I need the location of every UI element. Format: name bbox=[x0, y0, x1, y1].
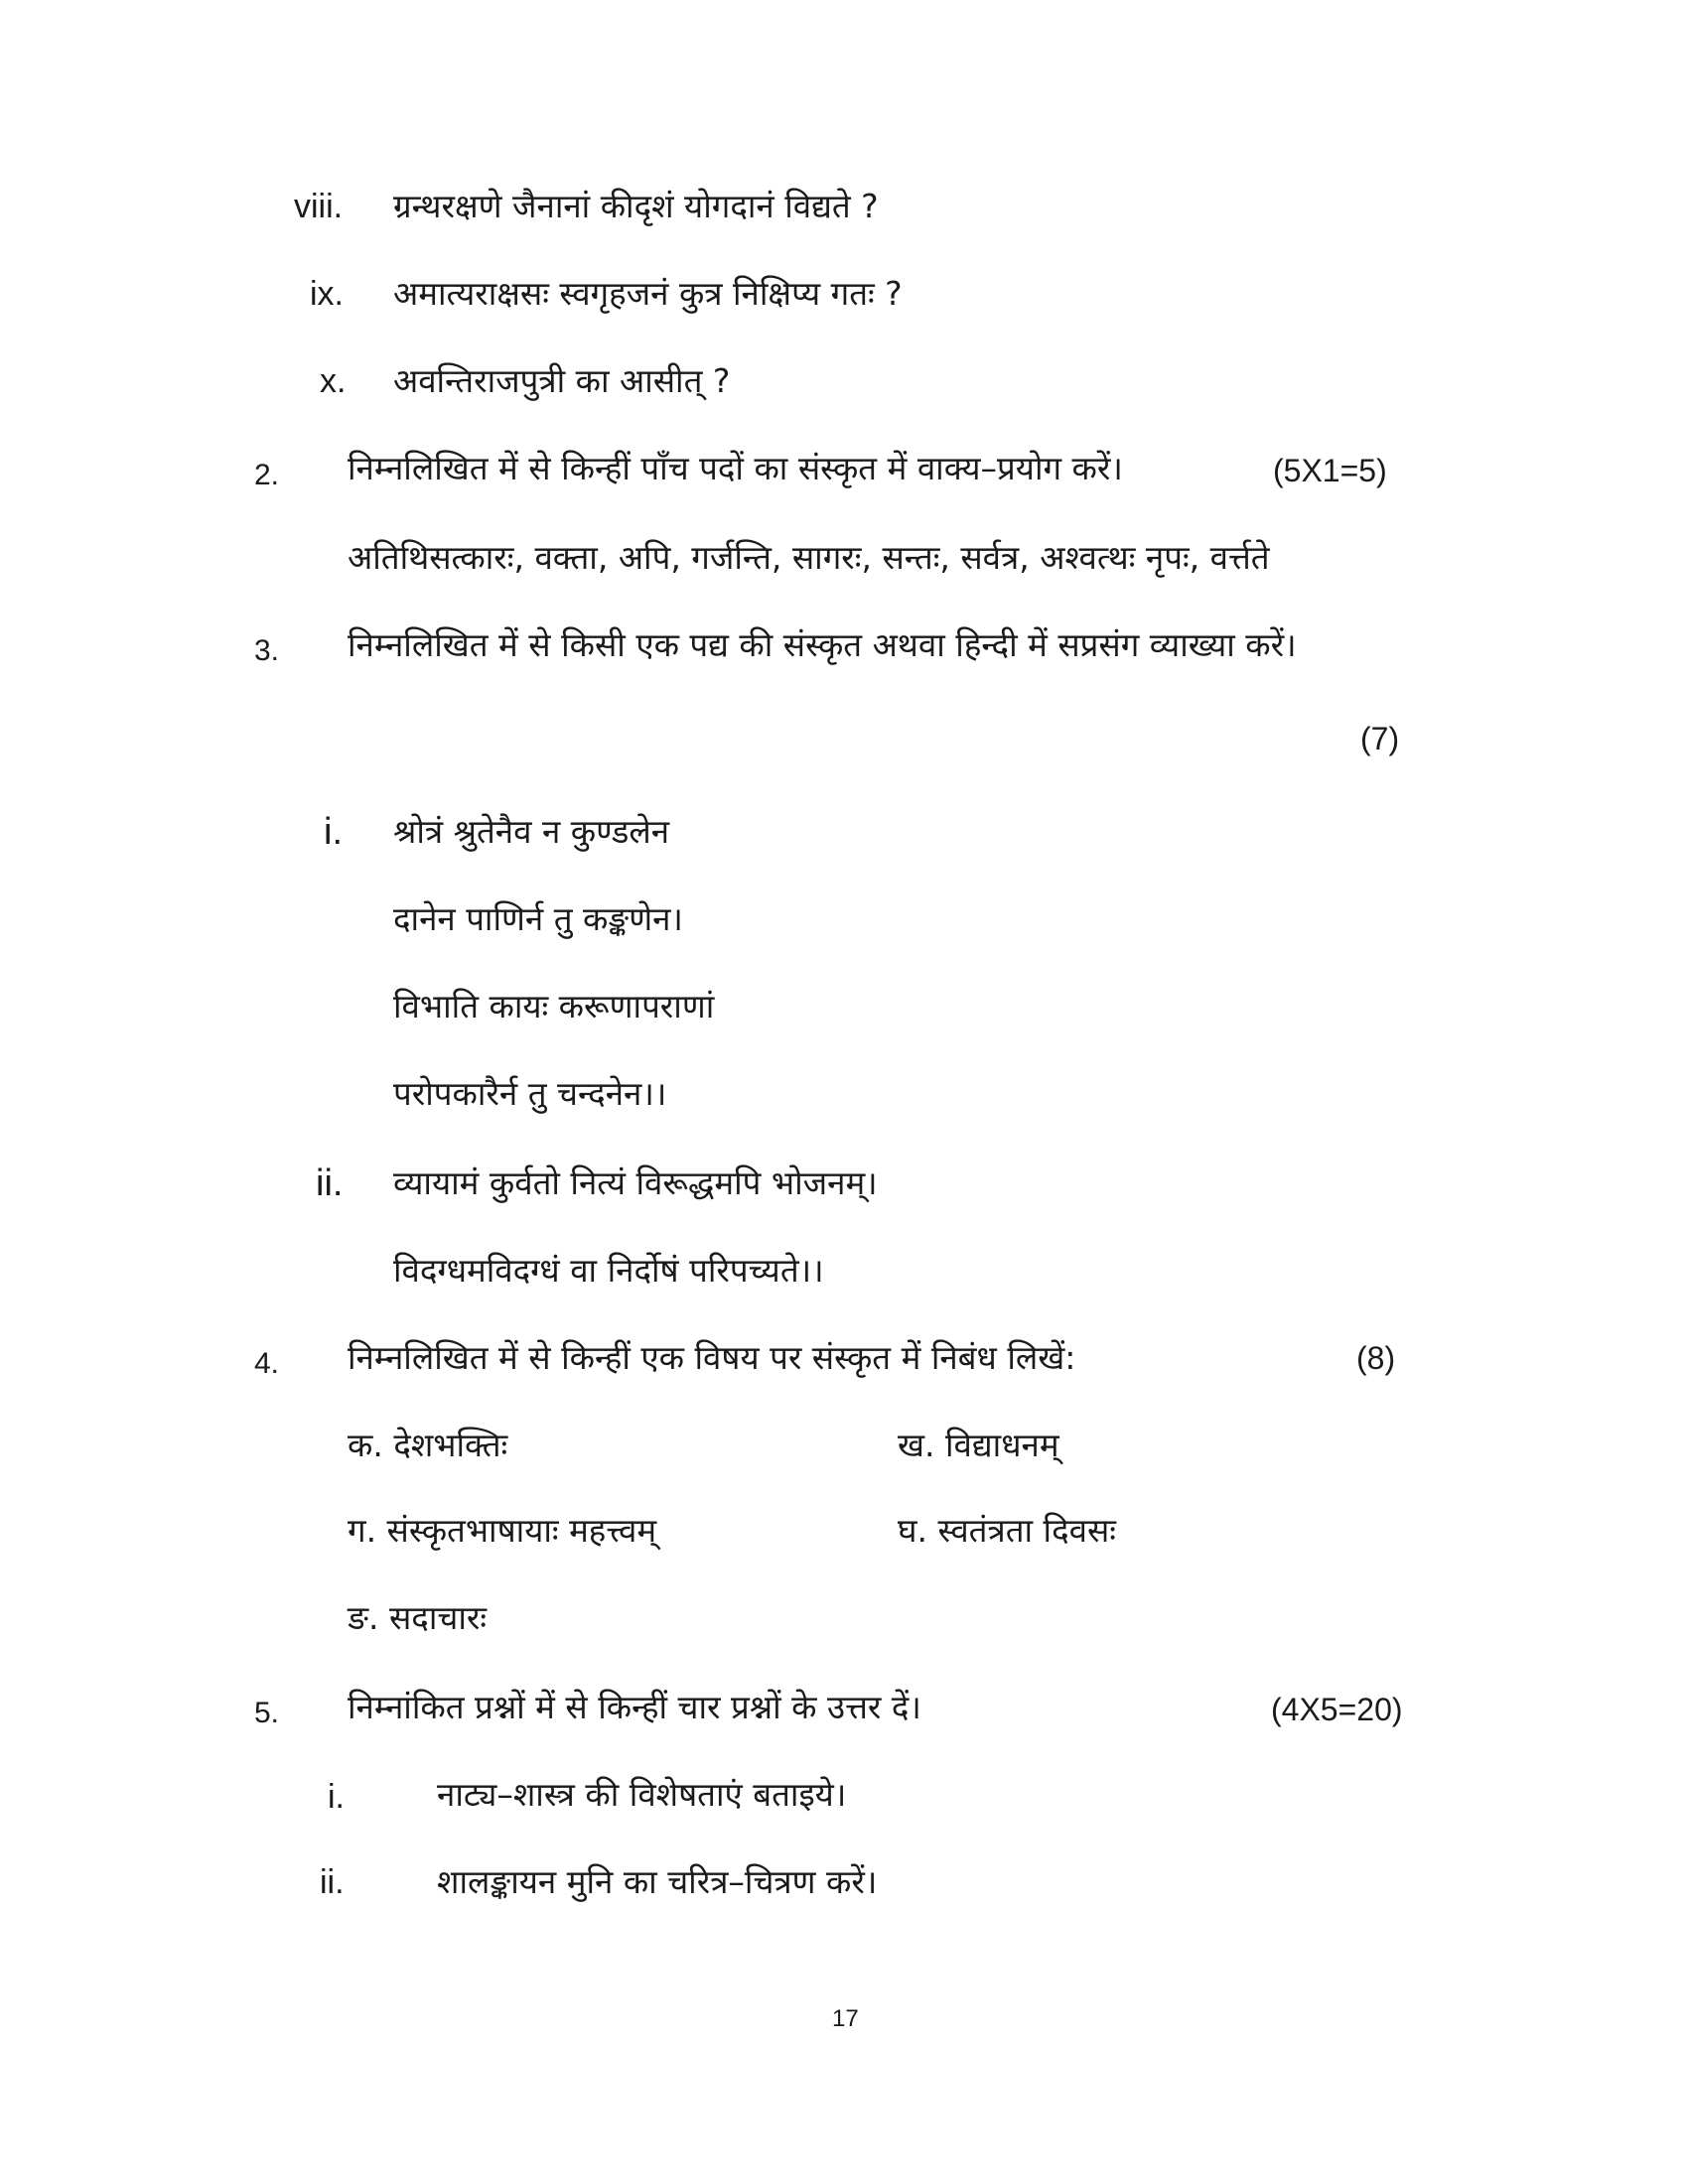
verse-line: विदग्धमविदग्धं वा निर्दोषं परिपच्यते।। bbox=[393, 1251, 824, 1290]
word-list: अतिथिसत्कारः, वक्ता, अपि, गर्जन्ति, सागरः, सन्तः, सर्वत्र, अश्वत्थः नृपः, वर्त्तते bbox=[348, 538, 1270, 577]
verse-line: दानेन पाणिर्न तु कङ्कणेन। bbox=[393, 899, 683, 938]
question-marks: (8) bbox=[1356, 1340, 1396, 1376]
page-number: 17 bbox=[832, 2005, 859, 2032]
question-text: निम्नांकित प्रश्नों में से किन्हीं चार प्रश्नों के उत्तर दें। bbox=[348, 1688, 921, 1726]
subquestion-text: नाट्य–शास्त्र की विशेषताएं बताइये। bbox=[437, 1775, 847, 1814]
subquestion-number: i. bbox=[328, 1778, 345, 1816]
q1-item-text: ग्रन्थरक्षणे जैनानां कीदृशं योगदानं विद्यते ? bbox=[393, 187, 879, 225]
verse-number: i. bbox=[324, 811, 343, 853]
q1-item-num: ix. bbox=[310, 275, 344, 313]
q1-item-text: अवन्तिराजपुत्री का आसीत् ? bbox=[393, 361, 731, 400]
verse-line: विभाति कायः करूणापराणां bbox=[393, 987, 715, 1025]
question-number: 4. bbox=[254, 1347, 280, 1380]
q1-item-text: अमात्यराक्षसः स्वगृहजनं कुत्र निक्षिप्य गतः ? bbox=[393, 274, 903, 313]
verse-line: व्यायामं कुर्वतो नित्यं विरूद्धमपि भोजनम्। bbox=[393, 1163, 878, 1202]
question-number: 2. bbox=[254, 459, 280, 491]
question-marks: (4X5=20) bbox=[1271, 1692, 1403, 1727]
question-text: निम्नलिखित में से किसी एक पद्य की संस्कृत अथवा हिन्दी में सप्रसंग व्याख्या करें। bbox=[348, 625, 1297, 664]
essay-topic: ग. संस्कृतभाषायाः महत्त्वम् bbox=[348, 1511, 657, 1550]
verse-line: श्रोत्रं श्रुतेनैव न कुण्डलेन bbox=[393, 812, 670, 851]
essay-topic: घ. स्वतंत्रता दिवसः bbox=[898, 1511, 1116, 1550]
question-marks: (7) bbox=[1360, 721, 1400, 756]
essay-topic: ख. विद्याधनम् bbox=[898, 1426, 1059, 1464]
q1-item-num: x. bbox=[320, 362, 347, 400]
question-number: 5. bbox=[254, 1697, 280, 1729]
verse-line: परोपकारैर्न तु चन्दनेन।। bbox=[393, 1074, 667, 1113]
question-number: 3. bbox=[254, 634, 280, 667]
question-text: निम्नलिखित में से किन्हीं पाँच पदों का संस्कृत में वाक्य–प्रयोग करें। bbox=[348, 449, 1123, 487]
question-marks: (5X1=5) bbox=[1273, 453, 1387, 488]
verse-number: ii. bbox=[316, 1162, 344, 1204]
subquestion-number: ii. bbox=[320, 1863, 345, 1901]
question-text: निम्नलिखित में से किन्हीं एक विषय पर संस्कृत में निबंध लिखें: bbox=[348, 1338, 1076, 1377]
essay-topic: क. देशभक्तिः bbox=[348, 1426, 508, 1464]
q1-item-num: viii. bbox=[294, 188, 344, 225]
subquestion-text: शालङ्कायन मुनि का चरित्र–चित्रण करें। bbox=[437, 1862, 878, 1901]
essay-topic: ङ. सदाचारः bbox=[348, 1598, 488, 1637]
